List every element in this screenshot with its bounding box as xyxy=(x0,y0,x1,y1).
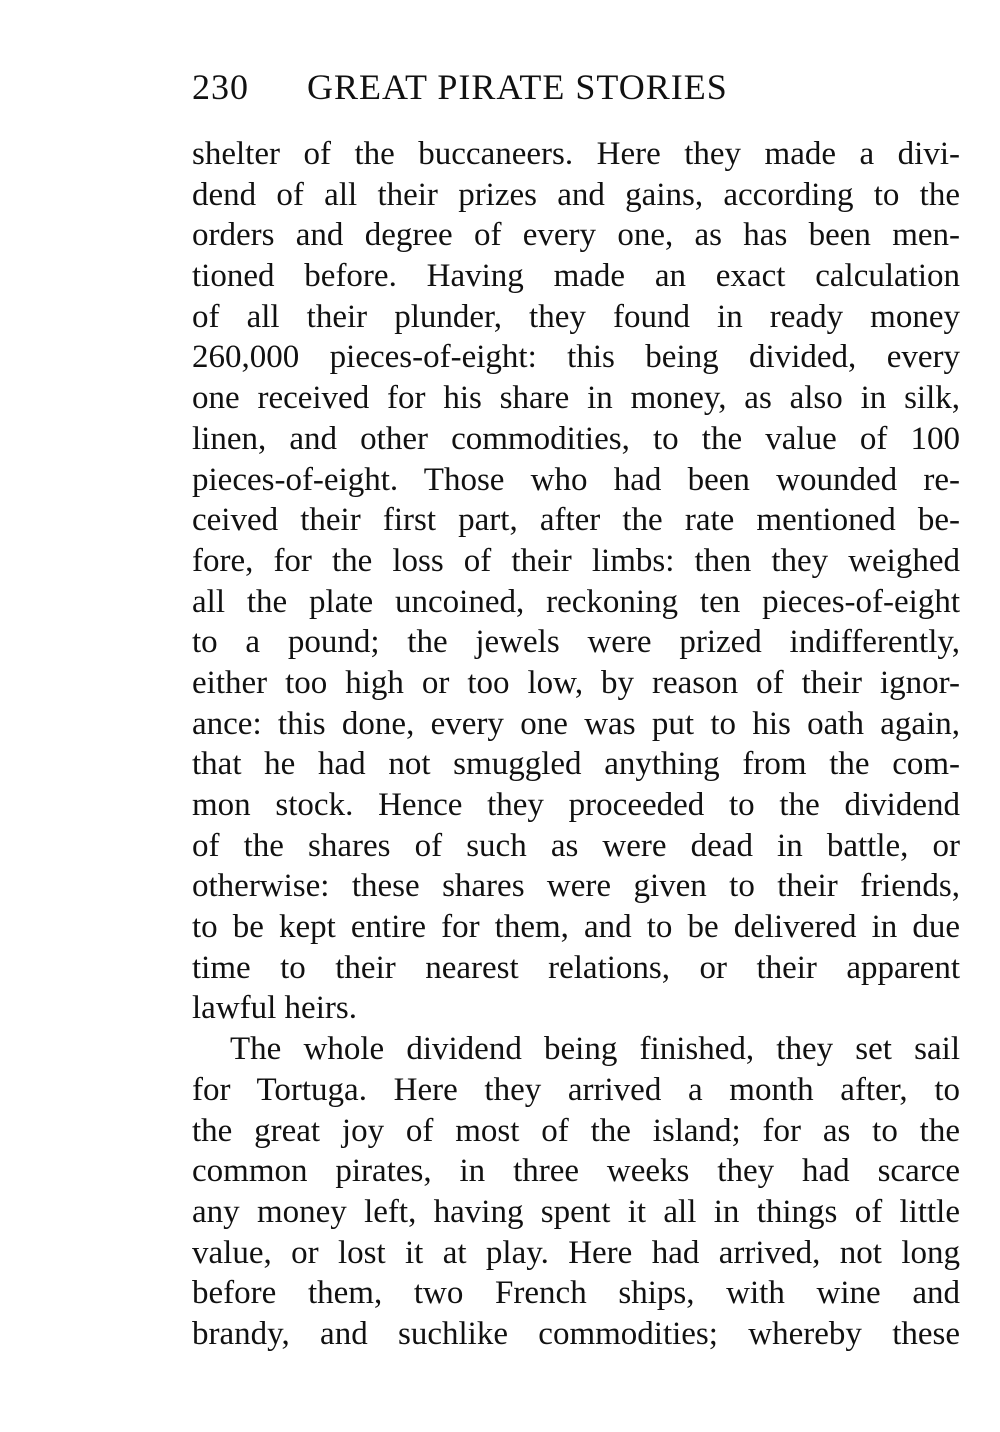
text-line: time to their nearest relations, or their apparent xyxy=(192,949,960,986)
text-line: of all their plunder, they found in ready money xyxy=(192,298,960,335)
text-line: value, or lost it at play. Here had arrived, not long xyxy=(192,1234,960,1271)
text-line: the great joy of most of the island; for as to the xyxy=(192,1112,960,1149)
text-line: dend of all their prizes and gains, according to the xyxy=(192,176,960,213)
text-line: pieces-of-eight. Those who had been wounded re- xyxy=(192,461,960,498)
text-line: either too high or too low, by reason of their ignor- xyxy=(192,664,960,701)
text-line: before them, two French ships, with wine and xyxy=(192,1275,960,1312)
text-line: otherwise: these shares were given to their friends, xyxy=(192,868,960,905)
body-text xyxy=(192,134,960,1355)
text-line: mon stock. Hence they proceeded to the dividend xyxy=(192,787,960,823)
running-head xyxy=(192,62,812,112)
paragraph-2 xyxy=(192,1029,960,1355)
text-line: The whole dividend being finished, they set sail xyxy=(230,1031,960,1068)
text-line: shelter of the buccaneers. Here they made a divi- xyxy=(192,136,960,172)
text-line: ceived their first part, after the rate mentioned be- xyxy=(192,502,960,539)
text-line: that he had not smuggled anything from the com- xyxy=(192,746,960,783)
text-line: ance: this done, every one was put to his oath again, xyxy=(192,705,960,742)
text-line: for Tortuga. Here they arrived a month after, to xyxy=(192,1071,960,1108)
text-line: to be kept entire for them, and to be delivered in due xyxy=(192,909,960,946)
text-line: one received for his share in money, as also in silk, xyxy=(192,380,960,417)
text-line: orders and degree of every one, as has been men- xyxy=(192,217,960,254)
book-title: GREAT PIRATE STORIES xyxy=(307,67,728,107)
text-line: linen, and other commodities, to the value of 100 xyxy=(192,420,960,457)
text-line: of the shares of such as were dead in battle, or xyxy=(192,827,960,864)
text-line: lawful heirs. xyxy=(192,990,357,1027)
paragraph-1 xyxy=(192,134,960,1029)
text-line: all the plate uncoined, reckoning ten pieces-of-eight xyxy=(192,583,960,620)
text-line: to a pound; the jewels were prized indifferently, xyxy=(192,624,960,661)
text-line: brandy, and suchlike commodities; whereby these xyxy=(192,1315,960,1352)
text-line: any money left, having spent it all in things of little xyxy=(192,1193,960,1230)
text-line: fore, for the loss of their limbs: then they weighed xyxy=(192,542,960,579)
text-line: 260,000 pieces-of-eight: this being divided, every xyxy=(192,339,960,376)
text-line: common pirates, in three weeks they had scarce xyxy=(192,1153,960,1190)
text-line: tioned before. Having made an exact calculation xyxy=(192,258,960,295)
page-number: 230 xyxy=(192,67,249,107)
